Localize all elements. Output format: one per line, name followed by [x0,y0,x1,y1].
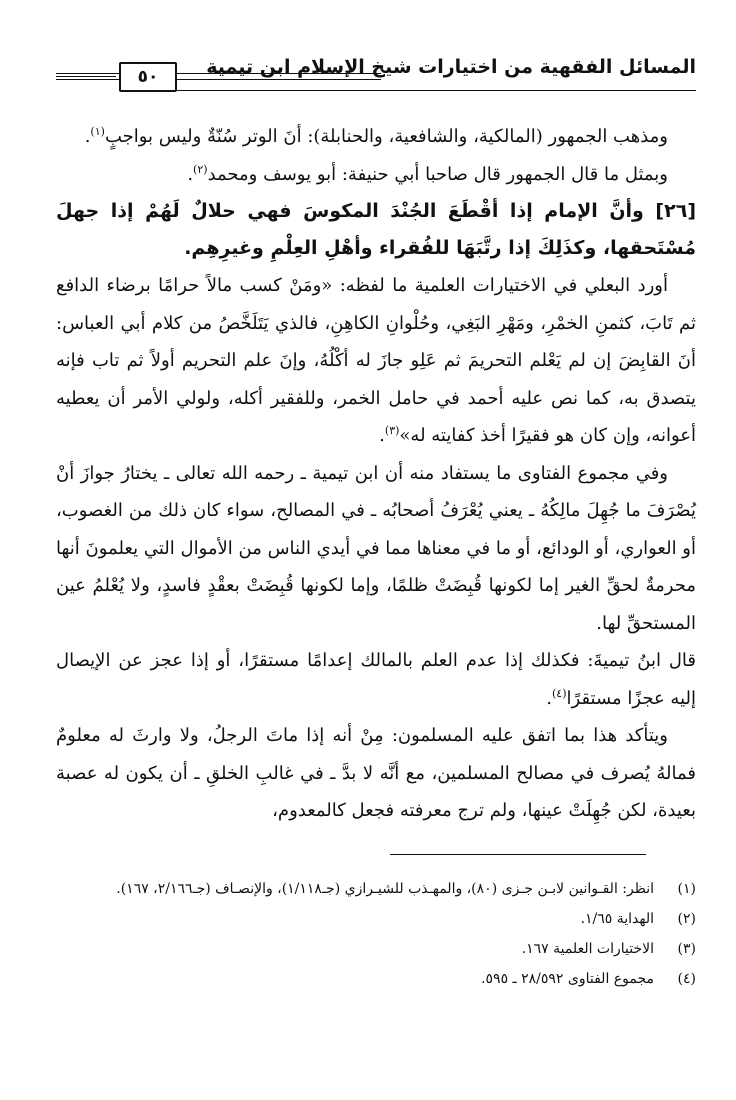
footnote-text: الاختيارات العلمية ١٦٧. [521,941,654,957]
footnote-ref-4: (٤) [552,686,567,700]
book-title: المسائل الفقهية من اختيارات شيخ الإسلام ابن تيمية [206,56,696,78]
paragraph-5 [56,642,696,717]
footnote-item [56,874,696,904]
footnote-ref-1: (١) [90,125,105,138]
footnote-separator [390,854,646,855]
paragraph-5-text: قال ابنُ تيميةَ: فكذلك إذا عدم العلم بالمالك إعدامًا مستقرًا، أو إذا عجز عن الإيصال إليه عجزًا مستقرًا [56,650,696,709]
paragraph-1-end: . [84,126,91,147]
footnote-text: انظر: القـوانين لابـن جـزى (٨٠)، والمهـذب للشيـرازي (جـ١/١١٨)، والإنصـاف (جـ٢/١٦٦، ١٦٧). [116,881,654,897]
header-rule-top [56,73,381,74]
footnote-item [56,934,696,964]
paragraph-6: ويتأكد هذا بما اتفق عليه المسلمون: مِنْ أنه إذا ماتَ الرجلُ، ولا وارثَ له معلومٌ فمالهُ يُصرف في مصالح المسلمين، مع أنَّه لا بدَّ ـ في غالبِ الخلقِ ـ أن يكون له عصبة بعيدة، لكن جُهِلَتْ عينها، ولم ترج معرفته فجعل كالمعدوم، [56,725,696,821]
paragraph-3-text: أورد البعلي في الاختيارات العلمية ما لفظه: «ومَنْ كسب مالاً حرامًا برضاء الدافع ثم تَابَ، كثمنِ الخمْرِ، ومَهْرِ البَغِي، وحُلْوانِ الكاهِنِ، فالذي يَتَلَخَّصُ من كلام أبي العباس: أنَ القابِضَ إن لم يَعْلم التحريمَ ثم عَلِو جازَ له أكْلُهُ، وإنَ علم التحريم أولاً ثم تاب فإنه يتصدق به، كما نص عليه أحمد في حامل الخمر، وللفقير أكله، ولولي الأمر أن يعطيه أعوانه، وإن كان هو فقيرًا أخذ كفايته له» [56,275,696,446]
page-number-rule [56,76,116,77]
header-rule-bottom [56,79,381,80]
footnote-number: (٤) [677,971,696,987]
paragraph-2-text: وبمثل ما قال الجمهور قال صاحبا أبي حنيفة: أبو يوسف ومحمد [207,163,668,185]
footnote-text: الهداية ١/٦٥. [580,911,654,927]
paragraph-2 [56,156,696,194]
footnote-number: (١) [677,881,696,897]
footnote-number: (٣) [677,941,696,957]
footnotes [56,874,696,994]
running-header [56,52,696,96]
footnote-item [56,904,696,934]
footnote-text: مجموع الفتاوى ٢٨/٥٩٢ ـ ٥٩٥. [481,971,654,987]
paragraph-1-text: ومذهب الجمهور (المالكية، والشافعية، والحنابلة): أنَ الوتر سُنّةٌ وليس بواجبٍ [104,126,668,147]
ruling-26: [٢٦] وأنَّ الإمام إذا أقْطَعَ الجُنْدَ المكوسَ فهي حلالٌ لَهُمْ إذا جهلَ مُسْتَحقها، وكذَلِكَ إذا رتَّبَهَا للفُقراء وأهْلِ العِلْمِ وغيرِهِم. [56,200,696,259]
paragraph-4: وفي مجموع الفتاوى ما يستفاد منه أن ابن تيمية ـ رحمه الله تعالى ـ يختارُ جوازَ أنْ يُصْرَفَ ما جُهِلَ مالِكُهُ ـ يعني يُعْرَفُ أصحابُه ـ في المصالح، سواء كان ذلك من الغصوب، أو العواري، أو الودائع، أو ما في معناها مما في أيدي الناس من الأموال التي يعلمونَ أنها محرمةٌ لحقِّ الغير إما لكونها قُبِضَتْ ظلمًا، وإما لكونها قُبِضَتْ بعقْدٍ فاسدٍ، ولا يُعْلمُ عين المستحقِّ لها. [56,462,696,634]
paragraph-3-end: . [379,425,385,446]
footnote-ref-3: (٣) [384,424,400,437]
header-underline [174,90,696,91]
footnote-number: (٢) [677,911,696,927]
footnote-ref-2: (٢) [193,162,208,176]
paragraph-3 [56,267,696,455]
paragraph-1 [56,118,696,156]
footnote-item [56,964,696,994]
paragraph-5-end: . [546,687,552,709]
main-text [56,118,696,830]
paragraph-2-end: . [187,163,194,185]
page-number: ٥٠ [119,62,177,92]
